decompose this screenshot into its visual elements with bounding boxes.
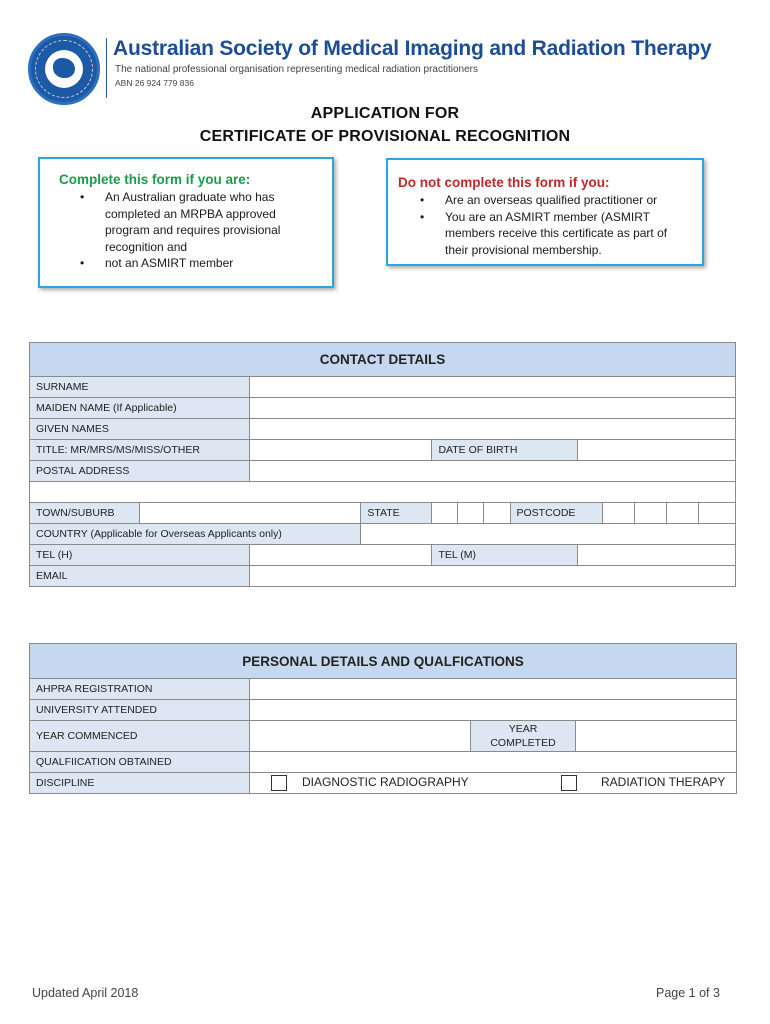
postcode-box-3[interactable] — [666, 503, 698, 524]
surname-field[interactable] — [250, 377, 736, 398]
postal-address-line-2-field[interactable] — [30, 482, 736, 503]
email-field[interactable] — [250, 566, 736, 587]
maiden-name-field[interactable] — [250, 398, 736, 419]
eligibility-heading: Complete this form if you are: — [59, 172, 251, 187]
tel-mobile-label: TEL (M) — [432, 545, 577, 566]
state-label: STATE — [361, 503, 432, 524]
ineligibility-heading: Do not complete this form if you: — [398, 175, 610, 190]
university-attended-field[interactable] — [250, 700, 737, 721]
year-completed-label — [471, 721, 576, 752]
qualification-obtained-label: QUALFIICATION OBTAINED — [30, 752, 250, 773]
discipline-options — [250, 773, 737, 794]
eligibility-item: • An Australian graduate who has completed an MRPBA approved program and requires provisional recognition and — [58, 189, 322, 255]
postal-address-label: POSTAL ADDRESS — [30, 461, 250, 482]
asmirt-logo — [28, 33, 100, 105]
postcode-label: POSTCODE — [510, 503, 602, 524]
diagnostic-radiography-checkbox[interactable] — [271, 775, 287, 791]
postal-address-field[interactable] — [250, 461, 736, 482]
state-box-2[interactable] — [458, 503, 484, 524]
footer-updated: Updated April 2018 — [32, 986, 139, 1000]
country-label: COUNTRY (Applicable for Overseas Applicants only) — [30, 524, 361, 545]
surname-label: SURNAME — [30, 377, 250, 398]
form-title-line-1: APPLICATION FOR — [310, 105, 460, 122]
personal-details-table — [29, 643, 737, 794]
town-suburb-field[interactable] — [140, 503, 361, 524]
tel-home-field[interactable] — [250, 545, 432, 566]
town-suburb-label: TOWN/SUBURB — [30, 503, 140, 524]
email-label: EMAIL — [30, 566, 250, 587]
footer-page-number: Page 1 of 3 — [656, 986, 720, 1000]
postcode-box-1[interactable] — [602, 503, 634, 524]
title-label: TITLE: MR/MRS/MS/MISS/OTHER — [30, 440, 250, 461]
contact-details-table — [29, 342, 736, 587]
organisation-tagline: The national professional organisation representing medical radiation practitioners — [115, 64, 478, 75]
state-box-3[interactable] — [484, 503, 510, 524]
date-of-birth-field[interactable] — [577, 440, 735, 461]
postcode-box-2[interactable] — [634, 503, 666, 524]
year-commenced-field[interactable] — [250, 721, 471, 752]
header-divider — [106, 38, 107, 98]
personal-details-heading: PERSONAL DETAILS AND QUALFICATIONS — [30, 644, 737, 679]
maiden-name-label: MAIDEN NAME (If Applicable) — [30, 398, 250, 419]
australia-map-icon — [53, 58, 75, 78]
ahpra-registration-field[interactable] — [250, 679, 737, 700]
organisation-name: Australian Society of Medical Imaging and Radiation Therapy — [113, 37, 712, 60]
ahpra-registration-label: AHPRA REGISTRATION — [30, 679, 250, 700]
year-commenced-label: YEAR COMMENCED — [30, 721, 250, 752]
ineligibility-item: • You are an ASMIRT member (ASMIRT members receive this certificate as part of their provisional membership. — [398, 209, 690, 259]
country-field[interactable] — [361, 524, 736, 545]
given-names-field[interactable] — [250, 419, 736, 440]
discipline-label: DISCIPLINE — [30, 773, 250, 794]
tel-mobile-field[interactable] — [577, 545, 735, 566]
ineligibility-box — [386, 158, 704, 266]
given-names-label: GIVEN NAMES — [30, 419, 250, 440]
eligibility-item: • not an ASMIRT member — [58, 255, 322, 272]
year-completed-field[interactable] — [576, 721, 737, 752]
diagnostic-radiography-label: DIAGNOSTIC RADIOGRAPHY — [302, 775, 469, 789]
ineligibility-item: • Are an overseas qualified practitioner or — [398, 192, 690, 209]
eligibility-box — [38, 157, 334, 288]
contact-details-heading: CONTACT DETAILS — [30, 343, 736, 377]
organisation-abn: ABN 26 924 779 836 — [115, 78, 194, 88]
year-completed-label-line-2: COMPLETED — [490, 737, 556, 749]
qualification-obtained-field[interactable] — [250, 752, 737, 773]
date-of-birth-label: DATE OF BIRTH — [432, 440, 577, 461]
title-field[interactable] — [250, 440, 432, 461]
tel-home-label: TEL (H) — [30, 545, 250, 566]
year-completed-label-line-1: YEAR — [508, 723, 538, 735]
radiation-therapy-checkbox[interactable] — [561, 775, 577, 791]
state-box-1[interactable] — [432, 503, 458, 524]
ineligibility-list — [398, 192, 690, 258]
form-title-line-2: CERTIFICATE OF PROVISIONAL RECOGNITION — [199, 128, 571, 145]
eligibility-list — [58, 189, 322, 272]
university-attended-label: UNIVERSITY ATTENDED — [30, 700, 250, 721]
radiation-therapy-label: RADIATION THERAPY — [601, 775, 726, 789]
postcode-box-4[interactable] — [698, 503, 735, 524]
